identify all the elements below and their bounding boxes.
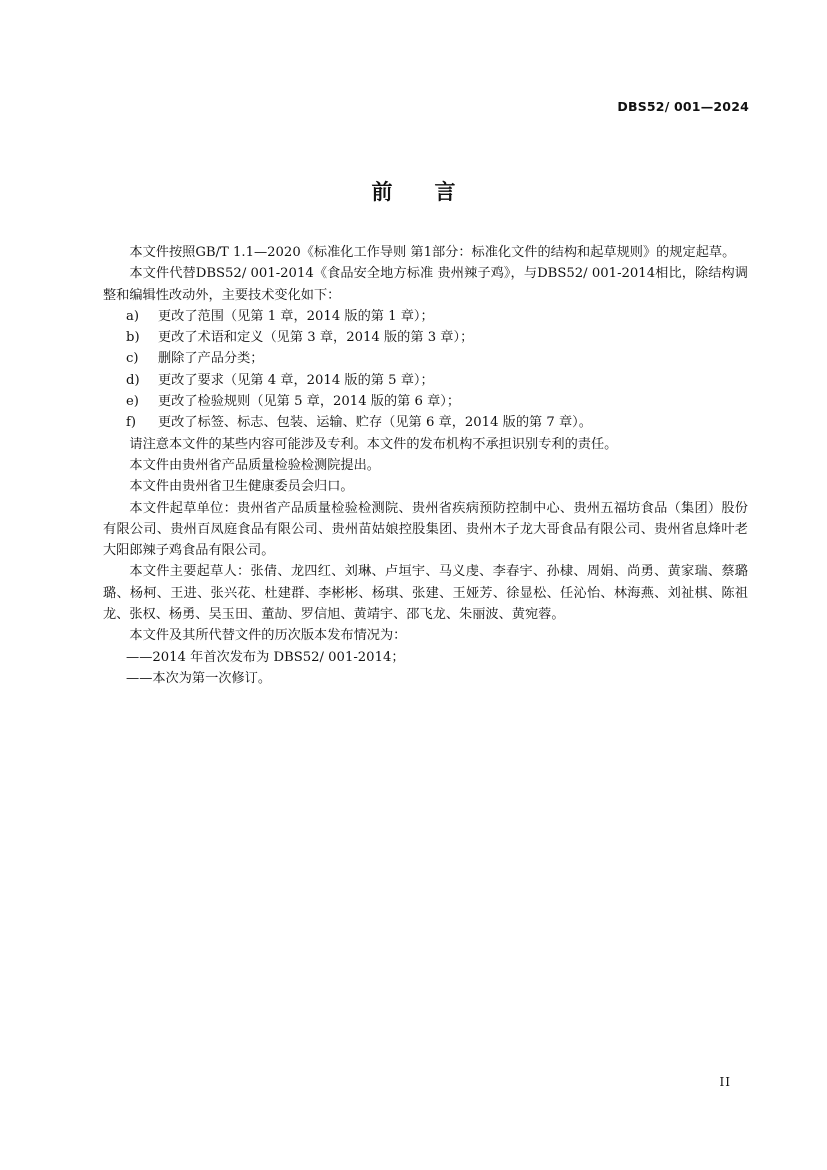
list-item-text: 更改了范围（见第 1 章，2014 版的第 1 章）； <box>158 308 434 324</box>
list-item <box>103 348 748 369</box>
list-item <box>103 327 748 348</box>
paragraph-history-intro: 本文件及其所代替文件的历次版本发布情况为： <box>129 628 407 644</box>
list-item-text: 更改了检验规则（见第 5 章，2014 版的第 6 章）； <box>158 394 461 410</box>
list-item <box>103 370 748 391</box>
paragraph-replacement: 本文件代替DBS52/ 001-2014《食品安全地方标准 贵州辣子鸡》，与DBS52/ 001-2014相比，除结构调整和编辑性改动外，主要技术变化如下： <box>103 266 748 303</box>
paragraph-drafting-units: 本文件起草单位：贵州省产品质量检验检测院、贵州省疾病预防控制中心、贵州五福坊食品（集团）股份有限公司、贵州百凤庭食品有限公司、贵州苗姑娘控股集团、贵州木子龙大哥食品有限公司、贵州省息烽叶老大阳郎辣子鸡食品有限公司。 <box>103 500 748 559</box>
paragraph-drafters: 本文件主要起草人：张倩、龙四红、刘琳、卢垣宇、马义虔、李春宇、孙棣、周娟、尚勇、黄家瑞、蔡璐璐、杨柯、王进、张兴花、杜建群、李彬彬、杨琪、张建、王娅芳、徐显松、任沁怡、林海燕、刘祉棋、陈祖龙、张权、杨勇、吴玉田、董劼、罗信旭、黄靖宇、邵飞龙、朱丽波、黄宛蓉。 <box>103 564 748 623</box>
list-marker: f) <box>126 415 137 431</box>
history-item: ——2014 年首次发布为 DBS52/ 001-2014； <box>126 649 405 665</box>
list-marker: a) <box>126 308 140 324</box>
list-item <box>103 391 748 412</box>
list-item-text: 更改了标签、标志、包装、运输、贮存（见第 6 章，2014 版的第 7 章）。 <box>158 415 592 431</box>
list-item-text: 删除了产品分类； <box>158 351 264 367</box>
list-marker: b) <box>126 330 140 346</box>
list-item-text: 更改了术语和定义（见第 3 章，2014 版的第 3 章）； <box>158 330 474 346</box>
paragraph-drafting-basis: 本文件按照GB/T 1.1—2020《标准化工作导则 第1部分：标准化文件的结构和起草规则》的规定起草。 <box>129 245 736 260</box>
paragraph-patent-notice: 请注意本文件的某些内容可能涉及专利。本文件的发布机构不承担识别专利的责任。 <box>129 436 618 452</box>
foreword-body <box>103 242 748 689</box>
document-code: DBS52/ 001—2024 <box>617 99 749 114</box>
list-item <box>103 306 748 327</box>
list-marker: c) <box>126 351 139 367</box>
paragraph-administrator: 本文件由贵州省卫生健康委员会归口。 <box>129 479 354 495</box>
page-number: II <box>719 1075 731 1089</box>
list-marker: e) <box>126 394 139 410</box>
changes-list <box>103 306 748 434</box>
paragraph-proposer: 本文件由贵州省产品质量检验检测院提出。 <box>129 457 380 473</box>
list-marker: d) <box>126 372 140 388</box>
list-item-text: 更改了要求（见第 4 章，2014 版的第 5 章）； <box>158 372 434 388</box>
history-item: ——本次为第一次修订。 <box>126 670 272 686</box>
list-item <box>103 412 748 433</box>
page-title: 前 言 <box>371 180 456 204</box>
